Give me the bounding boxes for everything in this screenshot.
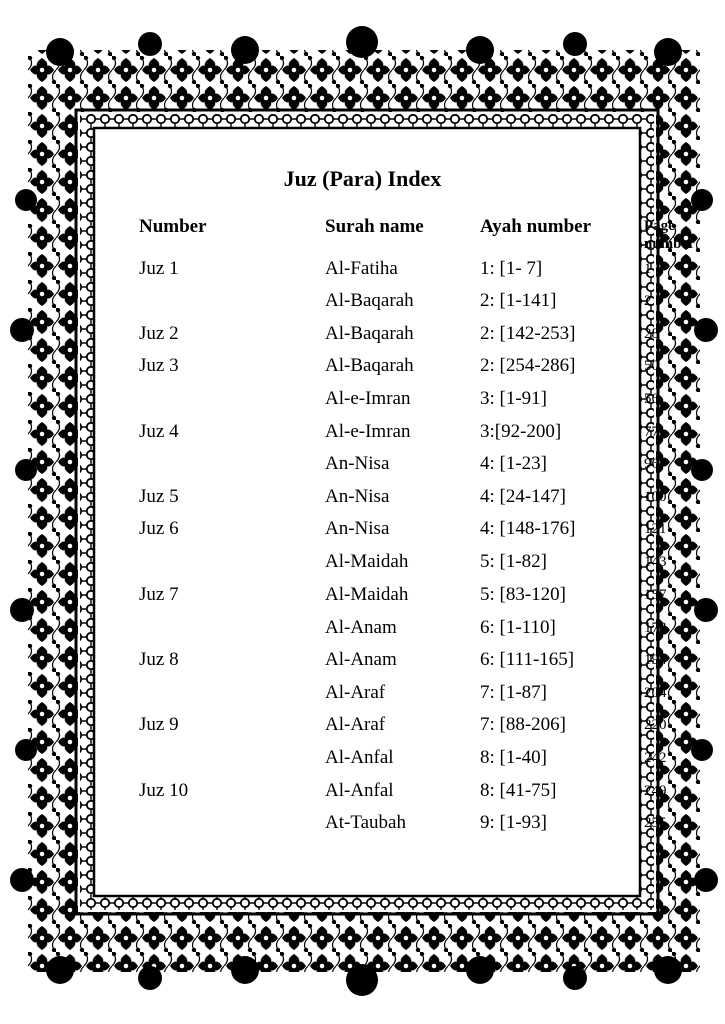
table-row xyxy=(0,387,725,419)
surah-name: Al-Anam xyxy=(325,649,397,670)
table-row xyxy=(0,811,725,843)
page-number: 173 xyxy=(644,620,667,636)
table-row xyxy=(0,681,725,713)
surah-name: Al-Maidah xyxy=(325,584,409,605)
juz-number: Juz 5 xyxy=(139,486,179,507)
surah-name: Al-Araf xyxy=(325,682,386,703)
page-number: 96 xyxy=(644,456,659,472)
ayah-range: 1: [1- 7] xyxy=(480,258,543,279)
ayah-range: 8: [41-75] xyxy=(480,780,557,801)
surah-name: Al-Anfal xyxy=(325,747,394,768)
table-row xyxy=(0,517,725,549)
page-number: 100 xyxy=(644,489,667,505)
page-number: 121 xyxy=(644,521,667,537)
ayah-range: 4: [148-176] xyxy=(480,518,576,539)
column-header-surah: Surah name xyxy=(325,216,424,237)
surah-name: At-Taubah xyxy=(325,812,406,833)
ayah-range: 3:[92-200] xyxy=(480,421,562,442)
ayah-range: 3: [1-91] xyxy=(480,388,548,409)
column-header-number: Number xyxy=(139,216,207,237)
ayah-range: 2: [142-253] xyxy=(480,323,576,344)
surah-name: Al-Araf xyxy=(325,714,386,735)
page-number: 50 xyxy=(644,358,659,374)
ayah-range: 4: [24-147] xyxy=(480,486,567,507)
table-row xyxy=(0,583,725,615)
juz-number: Juz 8 xyxy=(139,649,179,670)
surah-name: Al-Baqarah xyxy=(325,355,414,376)
juz-number: Juz 9 xyxy=(139,714,179,735)
page-number: 77 xyxy=(644,424,659,440)
juz-number: Juz 2 xyxy=(139,323,179,344)
juz-number: Juz 7 xyxy=(139,584,179,605)
page-number: 143 xyxy=(644,554,667,570)
ayah-range: 4: [1-23] xyxy=(480,453,548,474)
table-row xyxy=(0,746,725,778)
table-row xyxy=(0,354,725,386)
column-header-page xyxy=(644,217,708,253)
table-row xyxy=(0,713,725,745)
page-number: 28 xyxy=(644,326,659,342)
page-number: 2 xyxy=(644,293,652,309)
table-row xyxy=(0,420,725,452)
ayah-range: 5: [83-120] xyxy=(480,584,567,605)
ayah-range: 7: [88-206] xyxy=(480,714,567,735)
surah-name: Al-Maidah xyxy=(325,551,409,572)
column-header-page-line1: Page xyxy=(644,218,675,234)
table-row xyxy=(0,648,725,680)
juz-number: Juz 6 xyxy=(139,518,179,539)
surah-name: Al-Fatiha xyxy=(325,258,398,279)
table-row xyxy=(0,322,725,354)
ayah-range: 2: [1-141] xyxy=(480,290,557,311)
surah-name: Al-Anfal xyxy=(325,780,394,801)
table-row xyxy=(0,485,725,517)
table-row xyxy=(0,257,725,289)
page-number: 242 xyxy=(644,750,667,766)
juz-number: Juz 1 xyxy=(139,258,179,279)
table-row xyxy=(0,616,725,648)
ayah-range: 2: [254-286] xyxy=(480,355,576,376)
surah-name: Al-Baqarah xyxy=(325,290,414,311)
surah-name: An-Nisa xyxy=(325,486,390,507)
surah-name: Al-e-Imran xyxy=(325,421,411,442)
page-number: 204 xyxy=(644,685,667,701)
surah-name: An-Nisa xyxy=(325,518,390,539)
page-number: 157 xyxy=(644,587,667,603)
page-number: 194 xyxy=(644,652,667,668)
page-number: 249 xyxy=(644,783,667,799)
page-number: 56 xyxy=(644,391,659,407)
juz-number: Juz 4 xyxy=(139,421,179,442)
ayah-range: 8: [1-40] xyxy=(480,747,548,768)
page-number: 1 xyxy=(644,261,652,277)
table-row xyxy=(0,452,725,484)
juz-number: Juz 10 xyxy=(139,780,189,801)
ayah-range: 7: [1-87] xyxy=(480,682,548,703)
page-number: 255 xyxy=(644,815,667,831)
column-header-page-line2: number xyxy=(644,236,695,252)
ayah-range: 6: [1-110] xyxy=(480,617,556,638)
table-row xyxy=(0,550,725,582)
table-row xyxy=(0,779,725,811)
ayah-range: 6: [111-165] xyxy=(480,649,575,670)
surah-name: An-Nisa xyxy=(325,453,390,474)
column-header-ayah: Ayah number xyxy=(480,216,592,237)
juz-number: Juz 3 xyxy=(139,355,179,376)
surah-name: Al-Anam xyxy=(325,617,397,638)
table-row xyxy=(0,289,725,321)
ayah-range: 5: [1-82] xyxy=(480,551,548,572)
surah-name: Al-e-Imran xyxy=(325,388,411,409)
page-title: Juz (Para) Index xyxy=(283,166,442,191)
ayah-range: 9: [1-93] xyxy=(480,812,548,833)
surah-name: Al-Baqarah xyxy=(325,323,414,344)
page-number: 220 xyxy=(644,717,667,733)
